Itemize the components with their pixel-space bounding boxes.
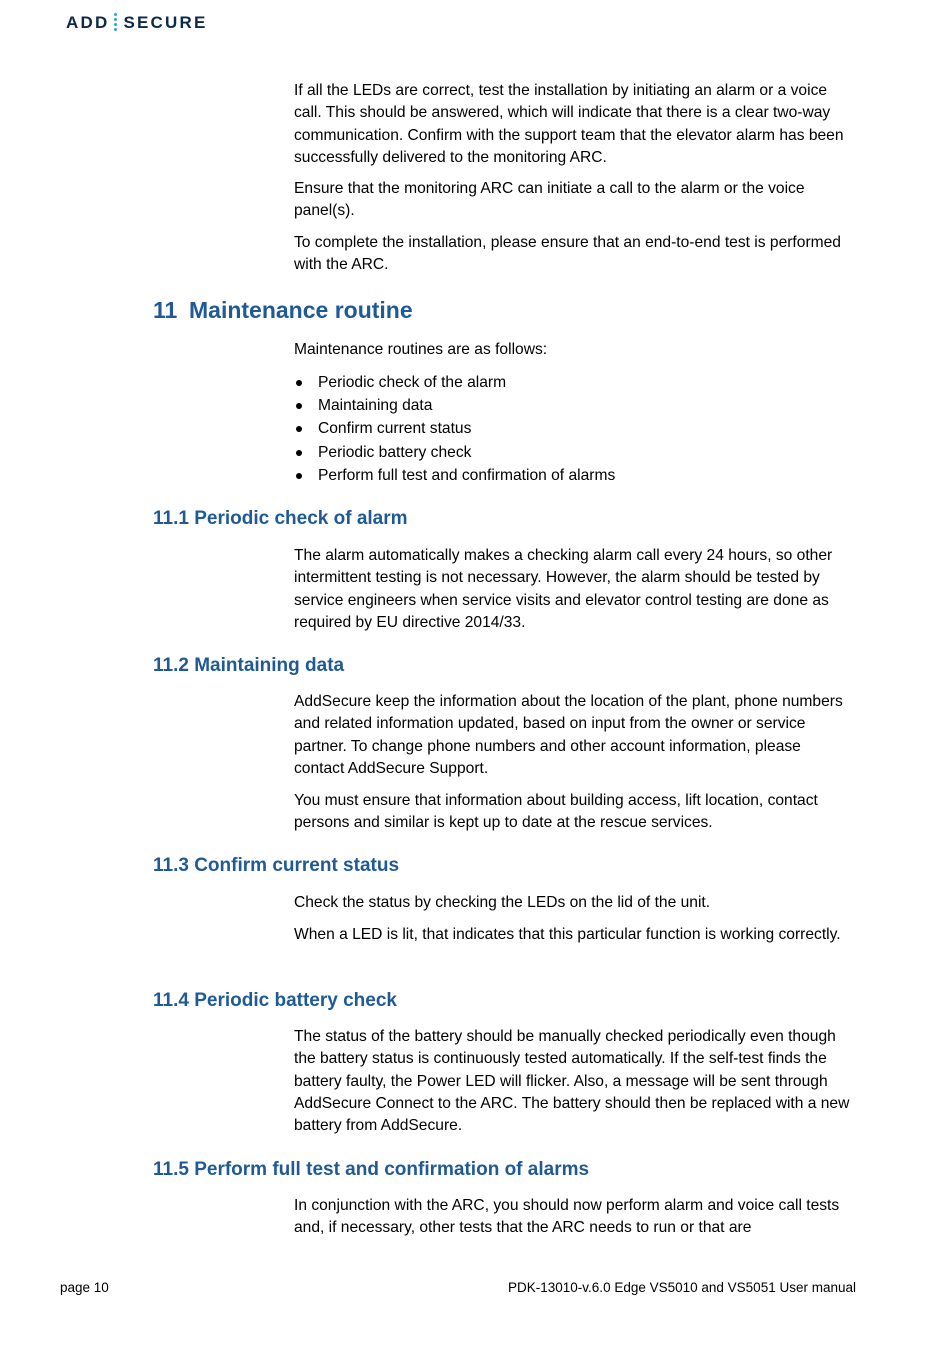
section-11-heading xyxy=(153,297,413,324)
intro-paragraph-1: If all the LEDs are correct, test the installation by initiating an alarm or a voice call. This should be answered, which will indicate that there is a clear two-way communication. Confirm with the support team that the elevator alarm has been successfully delivered to the monitoring ARC. xyxy=(294,82,844,166)
section-11-1-paragraph: The alarm automatically makes a checking alarm call every 24 hours, so other intermittent testing is not necessary. However, the alarm should be tested by service engineers when service visits and elevator control testing are done as required by EU directive 2014/33. xyxy=(294,547,833,631)
list-item: Periodic check of the alarm xyxy=(294,371,615,394)
section-11-4-paragraph: The status of the battery should be manually checked periodically even though the battery status is continuously tested automatically. If the self-test finds the battery faulty, the Power LED will flicker. Also, a message will be sent through AddSecure Connect to the ARC. The battery should then be replaced with a new battery from AddSecure. xyxy=(294,1028,850,1135)
section-11-3-paragraph-1: Check the status by checking the LEDs on the lid of the unit. xyxy=(294,894,711,911)
section-11-3-paragraph-2: When a LED is lit, that indicates that this particular function is working correctly. xyxy=(294,926,841,943)
section-11-5-paragraph: In conjunction with the ARC, you should now perform alarm and voice call tests and, if necessary, other tests that the ARC needs to run or that are xyxy=(294,1197,840,1237)
logo-dots-icon xyxy=(113,12,118,34)
list-item: Confirm current status xyxy=(294,417,615,440)
section-11-title: Maintenance routine xyxy=(189,297,413,323)
footer-page-number: page 10 xyxy=(60,1280,109,1295)
section-11-number: 11 xyxy=(153,297,178,323)
section-11-2-heading: 11.2 Maintaining data xyxy=(153,655,345,676)
intro-paragraph-3: To complete the installation, please ensure that an end-to-end test is performed with the ARC. xyxy=(294,234,841,274)
section-11-4-heading: 11.4 Periodic battery check xyxy=(153,990,397,1011)
list-item: Maintaining data xyxy=(294,394,615,417)
addsecure-logo xyxy=(66,12,208,34)
section-11-1-heading: 11.1 Periodic check of alarm xyxy=(153,508,408,529)
list-item: Periodic battery check xyxy=(294,441,615,464)
intro-paragraph-2: Ensure that the monitoring ARC can initiate a call to the alarm or the voice panel(s). xyxy=(294,180,805,220)
list-item: Perform full test and confirmation of alarms xyxy=(294,464,615,487)
section-11-intro: Maintenance routines are as follows: xyxy=(294,341,548,358)
section-11-3-heading: 11.3 Confirm current status xyxy=(153,855,400,876)
section-11-2-paragraph-2: You must ensure that information about building access, lift location, contact persons and similar is kept up to date at the rescue services. xyxy=(294,792,818,832)
footer-document-id: PDK-13010-v.6.0 Edge VS5010 and VS5051 User manual xyxy=(508,1280,856,1295)
section-11-2-paragraph-1: AddSecure keep the information about the location of the plant, phone numbers and related information updated, based on input from the owner or service partner. To change phone numbers and other account information, please contact AddSecure Support. xyxy=(294,693,843,777)
logo-text-secure: SECURE xyxy=(123,13,208,32)
logo-text-add: ADD xyxy=(66,13,110,32)
section-11-5-heading: 11.5 Perform full test and confirmation of alarms xyxy=(153,1159,590,1180)
maintenance-routine-list xyxy=(294,371,615,487)
